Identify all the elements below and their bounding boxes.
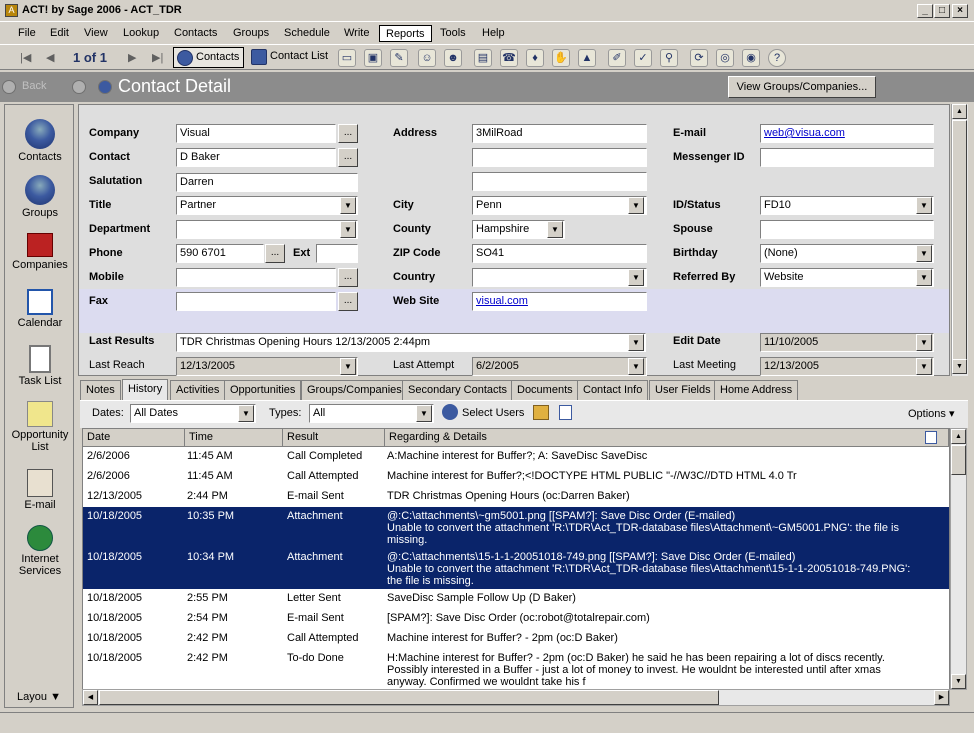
column-header-date[interactable]: Date xyxy=(83,429,185,447)
grid-vertical-scrollbar[interactable] xyxy=(950,428,967,690)
last-meeting-dropdown: ▼ xyxy=(916,358,932,375)
toolbar xyxy=(0,44,974,70)
website-field[interactable]: visual.com xyxy=(472,292,647,311)
menu-lookup[interactable]: Lookup xyxy=(123,27,160,39)
contact-lookup-button[interactable]: ... xyxy=(338,148,358,167)
last-record-icon[interactable]: ▶| xyxy=(152,52,164,64)
tab-contact-info[interactable]: Contact Info xyxy=(577,380,648,400)
mobile-format-button[interactable]: ... xyxy=(338,268,358,287)
table-row[interactable]: 10/18/2005 2:55 PM Letter Sent SaveDisc Sample Follow Up (D Baker) xyxy=(87,592,576,604)
contact-detail-panel xyxy=(78,104,950,376)
last-attempt-dropdown: ▼ xyxy=(628,358,644,375)
record-counter: 1 of 1 xyxy=(73,50,107,65)
contact-list-icon xyxy=(251,49,267,65)
save-icon[interactable]: ▣ xyxy=(364,49,382,67)
contacts-icon xyxy=(177,50,193,66)
column-header-time[interactable]: Time xyxy=(185,429,283,447)
detail-tabs xyxy=(80,380,970,400)
types-dropdown[interactable]: ▼ xyxy=(416,405,432,422)
tab-notes[interactable]: Notes xyxy=(80,380,121,400)
table-row[interactable]: 2/6/2006 11:45 AM Call Completed A:Machine interest for Buffer?; A: SaveDisc SaveDisc xyxy=(87,450,648,462)
salutation-field[interactable]: Darren xyxy=(176,173,358,192)
tab-secondary-contacts[interactable]: Secondary Contacts xyxy=(402,380,513,400)
department-label: Department xyxy=(89,223,151,235)
address-line3-field[interactable] xyxy=(472,172,647,191)
nav-opportunity-list[interactable]: Opportunity List xyxy=(5,401,75,453)
grid-horizontal-scrollbar[interactable] xyxy=(82,689,950,706)
filter-folder-icon[interactable] xyxy=(533,405,549,420)
status-bar xyxy=(0,712,974,733)
table-row[interactable]: 2/6/2006 11:45 AM Call Attempted Machine interest for Buffer?;<!DOCTYPE HTML PUBLIC "-//W3C//DTD HTML 4.0 Tr xyxy=(87,470,797,482)
title-label: Title xyxy=(89,199,112,211)
opportunity-chart-icon xyxy=(27,401,53,427)
attachment-column-icon xyxy=(925,431,937,444)
last-reach-field: 12/13/2005 xyxy=(176,357,358,376)
nav-companies[interactable]: Companies xyxy=(5,233,75,271)
companies-icon xyxy=(27,233,53,257)
history-grid xyxy=(82,428,950,690)
grid-scroll-up-button[interactable]: ▲ xyxy=(951,429,966,444)
company-label: Company xyxy=(89,127,140,139)
idstatus-label: ID/Status xyxy=(673,199,721,211)
grid-hscroll-thumb[interactable] xyxy=(99,690,719,705)
messenger-field[interactable] xyxy=(760,148,934,167)
column-header-result[interactable]: Result xyxy=(283,429,385,447)
grid-scroll-left-button[interactable]: ◀ xyxy=(83,690,98,705)
email-label: E-mail xyxy=(673,127,707,139)
company-field[interactable]: Visual xyxy=(176,124,336,143)
view-groups-companies-button[interactable]: View Groups/Companies... xyxy=(728,76,876,98)
menu-tools[interactable]: Tools xyxy=(440,27,466,39)
act-app-icon[interactable]: A xyxy=(5,4,18,17)
county-label: County xyxy=(393,223,431,235)
tab-activities[interactable]: Activities xyxy=(170,380,225,400)
history-icon[interactable]: ✐ xyxy=(608,49,626,67)
zip-field[interactable]: SO41 xyxy=(472,244,647,263)
email-field[interactable]: web@visua.com xyxy=(760,124,934,143)
menu-view[interactable]: View xyxy=(84,27,108,39)
close-button[interactable]: × xyxy=(952,4,968,18)
dates-dropdown[interactable]: ▼ xyxy=(238,405,254,422)
birthday-field[interactable]: (None) xyxy=(760,244,934,263)
tab-groups-companies[interactable]: Groups/Companies xyxy=(301,380,408,400)
table-row-selected[interactable]: 10/18/2005 10:35 PM Attachment @:C:\attachments\~gm5001.png [[SPAM?]: Save Disc Order (E-mailed) Unable to convert the attachment 'R:\TDR\Act_TDR-database files\Attachment\~GM5001.PNG': the file is missing. xyxy=(83,507,949,548)
task-list-icon xyxy=(29,345,51,373)
lookup-icon[interactable]: ⚲ xyxy=(660,49,678,67)
nav-internet-services[interactable]: Internet Services xyxy=(5,525,75,577)
menu-write[interactable]: Write xyxy=(344,27,370,39)
referred-label: Referred By xyxy=(673,271,736,283)
fax-format-button[interactable]: ... xyxy=(338,292,358,311)
types-label: Types: xyxy=(269,407,302,419)
dates-select[interactable]: All Dates xyxy=(130,404,256,423)
spouse-label: Spouse xyxy=(673,223,713,235)
groups-icon xyxy=(25,175,55,205)
history-filter-bar xyxy=(80,400,968,428)
scroll-thumb[interactable] xyxy=(952,120,967,360)
tab-documents[interactable]: Documents xyxy=(511,380,579,400)
minimize-button[interactable]: _ xyxy=(917,4,933,18)
types-select[interactable]: All xyxy=(309,404,434,423)
page-title: Contact Detail xyxy=(118,76,232,96)
ext-label: Ext xyxy=(293,247,311,259)
company-lookup-button[interactable]: ... xyxy=(338,124,358,143)
scroll-up-button[interactable]: ▲ xyxy=(952,104,967,119)
website-label: Web Site xyxy=(393,295,440,307)
new-contact-icon[interactable]: ☺ xyxy=(418,49,436,67)
forward-arrow-icon[interactable] xyxy=(72,80,86,94)
calendar-icon xyxy=(27,289,53,315)
address-label: Address xyxy=(393,127,438,139)
internet-icon[interactable]: ◉ xyxy=(742,49,760,67)
table-row[interactable]: 10/18/2005 2:42 PM Call Attempted Machine interest for Buffer? - 2pm (oc:D Baker) xyxy=(87,632,618,644)
last-attempt-label: Last Attempt xyxy=(393,359,455,371)
phone-format-button[interactable]: ... xyxy=(265,244,285,263)
nav-email[interactable]: E-mail xyxy=(5,469,75,511)
title-bar xyxy=(0,0,974,22)
left-navigation xyxy=(4,104,74,708)
opportunity-icon[interactable]: ▲ xyxy=(578,49,596,67)
menu-contacts[interactable]: Contacts xyxy=(174,27,218,39)
contacts-icon xyxy=(25,119,55,149)
contact-list-button[interactable]: Contact List xyxy=(248,47,332,68)
country-label: Country xyxy=(393,271,436,283)
back-arrow-icon[interactable] xyxy=(2,80,16,94)
birthday-dropdown[interactable]: ▼ xyxy=(916,245,932,262)
column-header-regarding[interactable]: Regarding & Details xyxy=(385,429,949,447)
salutation-label: Salutation xyxy=(89,175,143,187)
dates-label: Dates: xyxy=(92,407,124,419)
window-title: ACT! by Sage 2006 - ACT_TDR xyxy=(22,4,182,16)
phone-icon[interactable]: ☎ xyxy=(500,49,518,67)
email-icon xyxy=(27,469,53,497)
edit-date-label: Edit Date xyxy=(673,335,721,347)
edit-date-dropdown: ▼ xyxy=(916,334,932,351)
messenger-label: Messenger ID xyxy=(673,151,745,163)
ext-field[interactable] xyxy=(316,244,358,263)
mobile-label: Mobile xyxy=(89,271,124,283)
fax-field[interactable] xyxy=(176,292,336,311)
referred-field[interactable]: Website xyxy=(760,268,934,287)
nav-task-list[interactable]: Task List xyxy=(5,345,75,387)
contacts-view-button[interactable]: Contacts xyxy=(173,47,244,68)
sync-icon[interactable]: ⟳ xyxy=(690,49,708,67)
department-field[interactable] xyxy=(176,220,358,239)
county-dropdown[interactable]: ▼ xyxy=(547,221,563,238)
edit-icon[interactable]: ✎ xyxy=(390,49,408,67)
contact-label: Contact xyxy=(89,151,130,163)
last-results-label: Last Results xyxy=(89,335,155,347)
last-attempt-field: 6/2/2005 xyxy=(472,357,647,376)
last-results-dropdown[interactable]: ▼ xyxy=(628,334,644,351)
internet-services-icon xyxy=(27,525,53,551)
menu-groups[interactable]: Groups xyxy=(233,27,270,39)
title-field[interactable]: Partner xyxy=(176,196,358,215)
menu-reports[interactable]: Reports xyxy=(379,25,432,42)
tab-opportunities[interactable]: Opportunities xyxy=(224,380,301,400)
contact-field[interactable]: D Baker xyxy=(176,148,336,167)
todo-icon[interactable]: ✋ xyxy=(552,49,570,67)
menu-schedule[interactable]: Schedule xyxy=(284,27,330,39)
select-users-button[interactable]: Select Users xyxy=(462,407,525,419)
next-record-icon[interactable]: ▶ xyxy=(128,52,137,64)
phone-field[interactable]: 590 6701 xyxy=(176,244,264,263)
birthday-label: Birthday xyxy=(673,247,718,259)
maximize-button[interactable]: □ xyxy=(934,4,950,18)
detail-scrollbar[interactable] xyxy=(951,104,968,376)
spouse-field[interactable] xyxy=(760,220,934,239)
tab-history[interactable]: History xyxy=(122,379,168,400)
tab-home-address[interactable]: Home Address xyxy=(714,380,798,400)
grid-scroll-thumb[interactable] xyxy=(951,445,966,475)
phone-label: Phone xyxy=(89,247,123,259)
grid-scroll-right-button[interactable]: ▶ xyxy=(934,690,949,705)
county-field[interactable]: Hampshire xyxy=(472,220,565,239)
tab-user-fields[interactable]: User Fields xyxy=(649,380,717,400)
last-reach-dropdown: ▼ xyxy=(340,358,356,375)
duplicate-contact-icon[interactable]: ☻ xyxy=(444,49,462,67)
last-reach-label: Last Reach xyxy=(89,359,145,371)
referred-dropdown[interactable]: ▼ xyxy=(916,269,932,286)
table-row[interactable]: 10/18/2005 2:54 PM E-mail Sent [SPAM?]: Save Disc Order (oc:robot@totalrepair.com) xyxy=(87,612,650,624)
city-label: City xyxy=(393,199,414,211)
contact-detail-icon xyxy=(98,80,112,94)
table-row[interactable]: 12/13/2005 2:44 PM E-mail Sent TDR Christmas Opening Hours (oc:Darren Baker) xyxy=(87,490,630,502)
department-dropdown[interactable]: ▼ xyxy=(340,221,356,238)
select-users-icon[interactable] xyxy=(442,404,458,420)
scroll-down-button[interactable]: ▼ xyxy=(952,359,967,374)
note-icon[interactable]: ▤ xyxy=(474,49,492,67)
city-field[interactable]: Penn xyxy=(472,196,647,215)
title-dropdown[interactable]: ▼ xyxy=(340,197,356,214)
attach-document-icon[interactable] xyxy=(559,405,572,420)
fax-label: Fax xyxy=(89,295,108,307)
layout-button[interactable]: Layou ▼ xyxy=(17,691,61,703)
city-dropdown[interactable]: ▼ xyxy=(628,197,644,214)
idstatus-field[interactable]: FD10 xyxy=(760,196,934,215)
address-line1-field[interactable]: 3MilRoad xyxy=(472,124,647,143)
address-line2-field[interactable] xyxy=(472,148,647,167)
nav-groups[interactable]: Groups xyxy=(5,175,75,219)
menu-bar xyxy=(0,22,974,44)
help-icon[interactable]: ? xyxy=(768,49,786,67)
attach-icon[interactable]: ✓ xyxy=(634,49,652,67)
zip-label: ZIP Code xyxy=(393,247,441,259)
open-folder-icon[interactable]: ▭ xyxy=(338,49,356,67)
country-dropdown[interactable]: ▼ xyxy=(628,269,644,286)
meeting-icon[interactable]: ♦ xyxy=(526,49,544,67)
first-record-icon[interactable]: |◀ xyxy=(20,52,32,64)
previous-record-icon[interactable]: ◀ xyxy=(46,52,55,64)
country-field[interactable] xyxy=(472,268,647,287)
table-row[interactable]: 10/18/2005 2:42 PM To-do Done H:Machine interest for Buffer? - 2pm (oc:D Baker) he said he has been repairing a lot of discs recently. Possibly interested in a Buffer - just a lot of money to invest. He wouldnt be interested until after xmas anyway. Confirmed we wouldnt take his f xyxy=(87,652,885,688)
web-icon[interactable]: ◎ xyxy=(716,49,734,67)
menu-file[interactable]: File xyxy=(18,27,36,39)
grid-scroll-down-button[interactable]: ▼ xyxy=(951,674,966,689)
table-row-selected[interactable]: 10/18/2005 10:34 PM Attachment @:C:\attachments\15-1-1-20051018-749.png [[SPAM?]: Save Disc Order (E-mailed) Unable to convert the attachment 'R:\TDR\Act_TDR-database files\Attachment\15-1-1-20051018-749.PNG': the file is missing. xyxy=(83,548,949,589)
edit-date-field: 11/10/2005 xyxy=(760,333,934,352)
back-button[interactable]: Back xyxy=(22,80,47,92)
nav-calendar[interactable]: Calendar xyxy=(5,289,75,329)
options-menu[interactable]: Options ▾ xyxy=(908,408,955,420)
menu-help[interactable]: Help xyxy=(482,27,505,39)
menu-edit[interactable]: Edit xyxy=(50,27,69,39)
last-results-field[interactable]: TDR Christmas Opening Hours 12/13/2005 2:44pm xyxy=(176,333,646,352)
last-meeting-field: 12/13/2005 xyxy=(760,357,934,376)
idstatus-dropdown[interactable]: ▼ xyxy=(916,197,932,214)
last-meeting-label: Last Meeting xyxy=(673,359,736,371)
nav-contacts[interactable]: Contacts xyxy=(5,119,75,163)
mobile-field[interactable] xyxy=(176,268,336,287)
